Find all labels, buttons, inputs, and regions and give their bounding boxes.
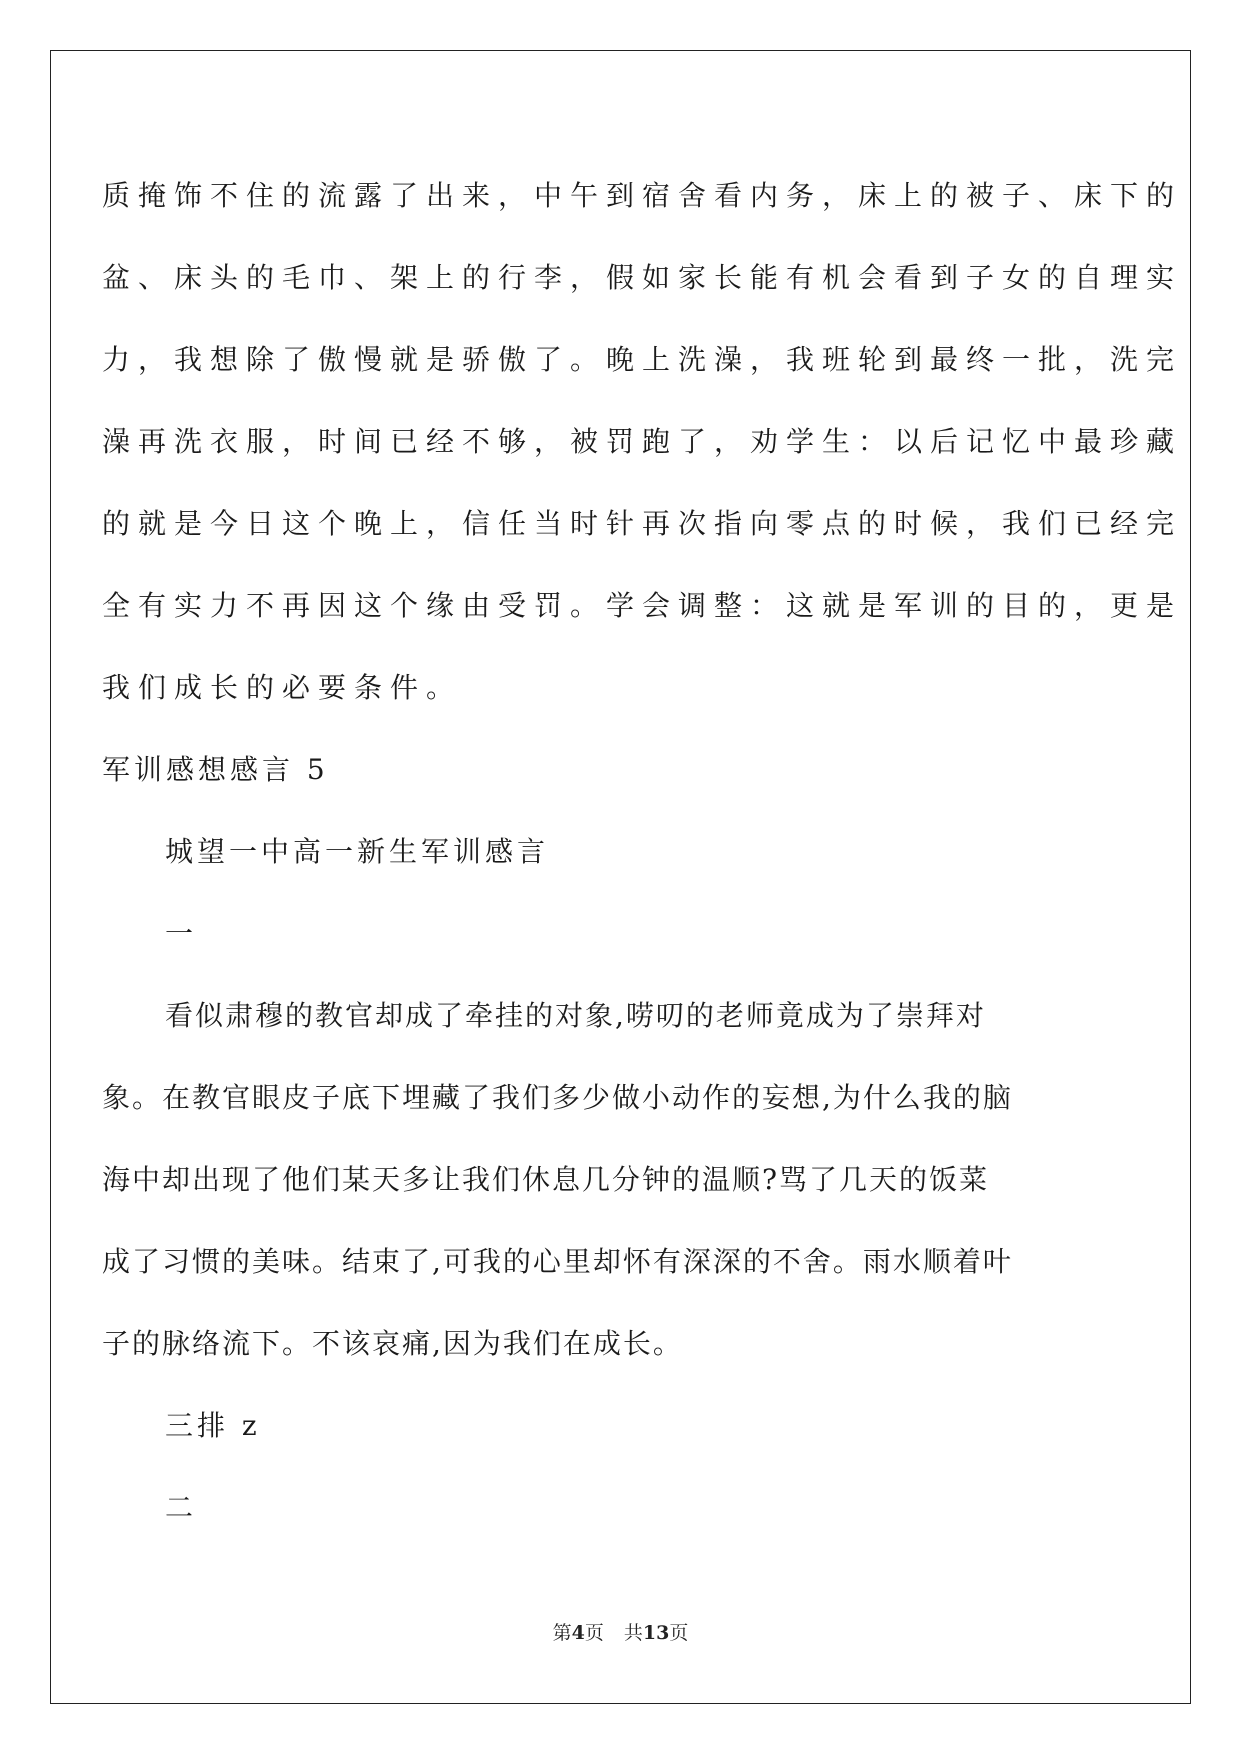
part-one-marker: 一: [165, 917, 198, 950]
total-prefix: 共: [623, 1622, 643, 1644]
part-two-marker: 二: [165, 1491, 198, 1524]
page-prefix: 第: [552, 1622, 572, 1644]
essay-line: 子的脉络流下。不该哀痛,因为我们在成长。: [102, 1327, 683, 1360]
paragraph-line: 盆、床头的毛巾、架上的行李，假如家长能有机会看到子女的自理实: [102, 261, 1183, 294]
page-footer: [0, 1618, 1241, 1645]
essay-line: 海中却出现了他们某天多让我们休息几分钟的温顺?骂了几天的饭菜: [102, 1163, 990, 1196]
essay-line: 看似肃穆的教官却成了牵挂的对象,唠叨的老师竟成为了崇拜对: [165, 999, 986, 1032]
essay-line: 象。在教官眼皮子底下埋藏了我们多少做小动作的妄想,为什么我的脑: [102, 1081, 1013, 1114]
paragraph-line: 的就是今日这个晚上，信任当时针再次指向零点的时候，我们已经完: [102, 507, 1183, 540]
paragraph-line: 质掩饰不住的流露了出来，中午到宿舍看内务，床上的被子、床下的: [102, 179, 1183, 212]
page-suffix: 页: [584, 1622, 604, 1644]
paragraph-line: 全有实力不再因这个缘由受罚。学会调整：这就是军训的目的，更是: [102, 589, 1183, 622]
signature: 三排 z: [165, 1409, 261, 1442]
section-subtitle: 城望一中高一新生军训感言: [165, 835, 550, 868]
page-number: 4: [571, 1622, 585, 1644]
essay-line: 成了习惯的美味。结束了,可我的心里却怀有深深的不舍。雨水顺着叶: [102, 1245, 1013, 1278]
section-title: 军训感想感言 5: [102, 753, 329, 786]
total-pages: 13: [642, 1622, 670, 1644]
paragraph-line: 澡再洗衣服，时间已经不够，被罚跑了，劝学生：以后记忆中最珍藏: [102, 425, 1183, 458]
paragraph-line: 我们成长的必要条件。: [102, 671, 463, 704]
document-body: [102, 155, 1183, 1549]
paragraph-line: 力，我想除了傲慢就是骄傲了。晚上洗澡，我班轮到最终一批，洗完: [102, 343, 1183, 376]
total-suffix: 页: [669, 1622, 689, 1644]
